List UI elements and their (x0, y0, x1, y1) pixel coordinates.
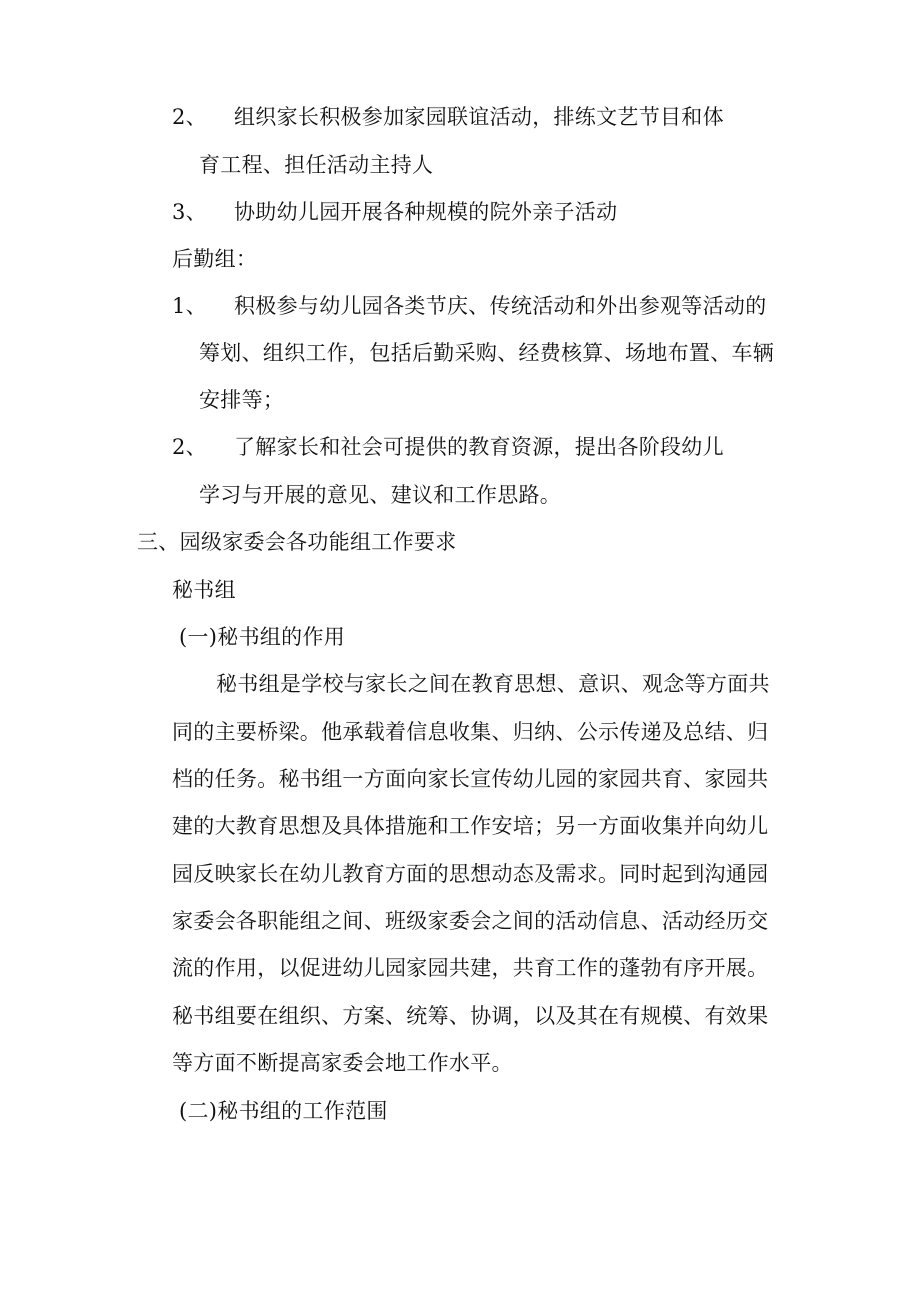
list-item-2-understand (172, 433, 724, 461)
list-text: 组织家长积极参加家园联谊活动，排练文艺节目和体 (234, 105, 724, 129)
chapter-heading-3: 三、园级家委会各功能组工作要求 (137, 530, 457, 554)
list-text: 了解家长和社会可提供的教育资源，提出各阶段幼儿 (234, 435, 724, 459)
paragraph-line: 建的大教育思想及具体措施和工作安培；另一方面收集并向幼儿 (172, 814, 769, 838)
paragraph-line: 等方面不断提高家委会地工作水平。 (172, 1051, 513, 1075)
continuation-line: 学习与开展的意见、建议和工作思路。 (199, 483, 562, 507)
paragraph-line: 流的作用，以促进幼儿园家园共建，共育工作的蓬勃有序开展。 (172, 956, 769, 980)
list-number: 3、 (172, 200, 207, 224)
subheading-secretary-scope: (二)秘书组的工作范围 (179, 1099, 388, 1123)
paragraph-line: 秘书组是学校与家长之间在教育思想、意识、观念等方面共 (216, 672, 770, 696)
subheading-secretary-role: (一)秘书组的作用 (179, 625, 346, 649)
list-text: 积极参与幼儿园各类节庆、传统活动和外出参观等活动的 (234, 294, 767, 318)
paragraph-line: 家委会各职能组之间、班级家委会之间的活动信息、活动经历交 (172, 909, 769, 933)
paragraph-line: 档的任务。秘书组一方面向家长宣传幼儿园的家园共育、家园共 (172, 767, 769, 791)
paragraph-line: 同的主要桥梁。他承载着信息收集、归纳、公示传递及总结、归 (172, 720, 769, 744)
list-number: 1、 (172, 294, 207, 318)
list-number: 2、 (172, 435, 207, 459)
list-item-2-organize (172, 103, 724, 131)
continuation-line: 筹划、组织工作，包括后勤采购、经费核算、场地布置、车辆 (199, 341, 775, 365)
list-item-1-participate (172, 292, 767, 320)
continuation-line: 安排等； (199, 388, 285, 412)
paragraph-line: 秘书组要在组织、方案、统筹、协调，以及其在有规模、有效果 (172, 1004, 769, 1028)
section-heading-logistics: 后勤组： (172, 247, 258, 271)
continuation-line: 育工程、担任活动主持人 (199, 153, 434, 177)
list-text: 协助幼儿园开展各种规模的院外亲子活动 (234, 200, 618, 224)
list-number: 2、 (172, 105, 207, 129)
section-heading-secretary: 秘书组 (172, 578, 236, 602)
list-item-3-assist (172, 198, 617, 226)
paragraph-line: 园反映家长在幼儿教育方面的思想动态及需求。同时起到沟通园 (172, 862, 769, 886)
